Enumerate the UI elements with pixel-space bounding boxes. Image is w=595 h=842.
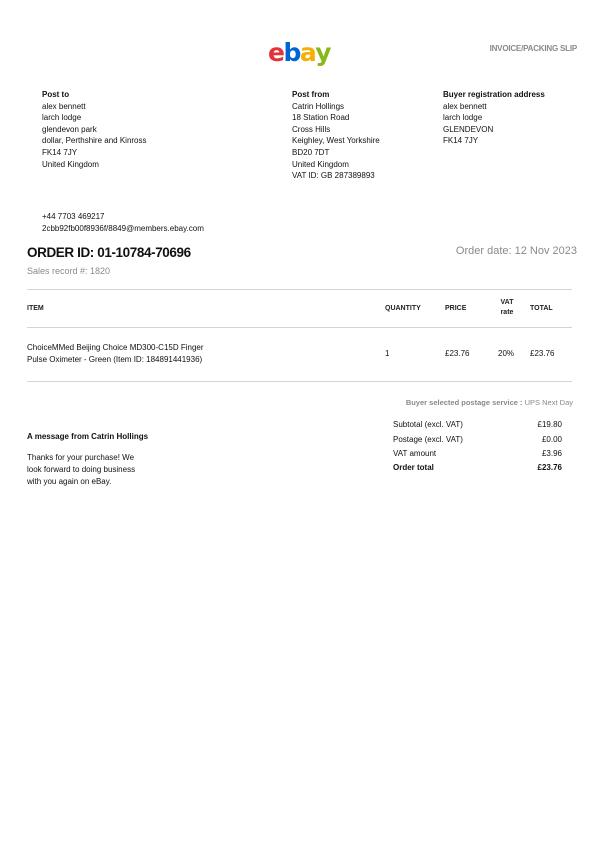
post-from-line: Keighley, West Yorkshire (292, 136, 380, 146)
vat-amount-label: VAT amount (393, 449, 437, 458)
vat-rate-header-line: VAT (500, 299, 514, 306)
order-total-label: Order total (393, 463, 434, 472)
logo-letter-b: b (283, 38, 300, 67)
column-header-total: TOTAL (530, 305, 553, 312)
subtotal-row (393, 420, 562, 433)
post-to-heading: Post to (42, 90, 70, 99)
order-total-row (393, 463, 562, 476)
post-to-line: FK14 7JY (42, 147, 78, 157)
logo-letter-y: y (315, 38, 331, 67)
logo-letter-e: e (268, 38, 284, 67)
buyer-phone: +44 7703 469217 (42, 212, 105, 221)
table-cell-vat-rate: 20% (498, 349, 515, 358)
post-from-line: United Kingdom (292, 159, 349, 169)
seller-message-title: A message from Catrin Hollings (27, 432, 149, 441)
column-header-price: PRICE (445, 305, 467, 312)
subtotal-value: £19.80 (537, 420, 562, 429)
postage-service (406, 398, 573, 407)
column-header-vat-rate (494, 298, 520, 318)
post-to-line: glendevon park (42, 124, 97, 134)
order-date: Order date: 12 Nov 2023 (455, 245, 577, 257)
post-from-heading: Post from (292, 90, 330, 99)
postage-service-value: UPS Next Day (524, 398, 573, 407)
column-header-item: ITEM (27, 305, 44, 312)
buyer-registration-block (443, 89, 545, 147)
post-from-line: Catrin Hollings (292, 101, 345, 111)
table-cell-price: £23.76 (445, 349, 470, 358)
subtotal-label: Subtotal (excl. VAT) (393, 420, 463, 429)
buyer-registration-line: alex bennett (443, 101, 487, 111)
buyer-registration-line: FK14 7JY (443, 136, 479, 146)
post-from-line: BD20 7DT (292, 147, 330, 157)
sales-record: Sales record #: 1820 (27, 266, 111, 276)
buyer-email: 2cbb92fb00f8936f/8849@members.ebay.com (42, 223, 204, 233)
post-to-line: United Kingdom (42, 159, 99, 169)
post-to-line: larch lodge (42, 113, 82, 123)
table-bottom-divider (27, 381, 572, 382)
seller-message-body (27, 452, 135, 488)
post-to-block (42, 89, 147, 170)
seller-message-line: Thanks for your purchase! We (27, 453, 135, 462)
item-description-line: Pulse Oximeter - Green (Item ID: 184891441936) (27, 355, 203, 364)
logo-letter-a: a (299, 38, 316, 67)
table-top-divider (27, 289, 572, 290)
vat-rate-header-line: rate (500, 309, 514, 316)
buyer-contact (42, 211, 204, 234)
item-description-line: ChoiceMMed Beijing Choice MD300-C15D Finger (27, 343, 204, 352)
document-type: INVOICE/PACKING SLIP (489, 44, 577, 53)
postage-service-label: Buyer selected postage service : (405, 398, 523, 407)
ebay-logo (268, 40, 330, 65)
table-row-item (27, 342, 204, 366)
column-header-quantity: QUANTITY (385, 305, 421, 312)
table-cell-quantity: 1 (385, 349, 390, 358)
post-from-block (292, 89, 380, 182)
post-to-line: alex bennett (42, 101, 86, 111)
table-header-divider (27, 327, 572, 328)
post-to-line: dollar, Perthshire and Kinross (42, 136, 147, 146)
table-cell-total: £23.76 (530, 349, 555, 358)
vat-amount-value: £3.96 (541, 449, 562, 458)
post-from-line: 18 Station Road (292, 113, 350, 123)
postage-value: £0.00 (541, 435, 562, 444)
buyer-registration-line: larch lodge (443, 113, 483, 123)
postage-row (393, 435, 562, 448)
seller-message-line: with you again on eBay. (27, 477, 112, 486)
order-total-value: £23.76 (537, 463, 562, 472)
post-from-line: Cross Hills (292, 124, 331, 134)
vat-amount-row (393, 449, 562, 462)
postage-label: Postage (excl. VAT) (393, 435, 463, 444)
buyer-registration-heading: Buyer registration address (443, 90, 545, 99)
post-from-line: VAT ID: GB 287389893 (292, 171, 375, 181)
seller-message-line: look forward to doing business (27, 465, 136, 474)
buyer-registration-line: GLENDEVON (443, 124, 494, 134)
order-id: ORDER ID: 01-10784-70696 (27, 245, 191, 260)
